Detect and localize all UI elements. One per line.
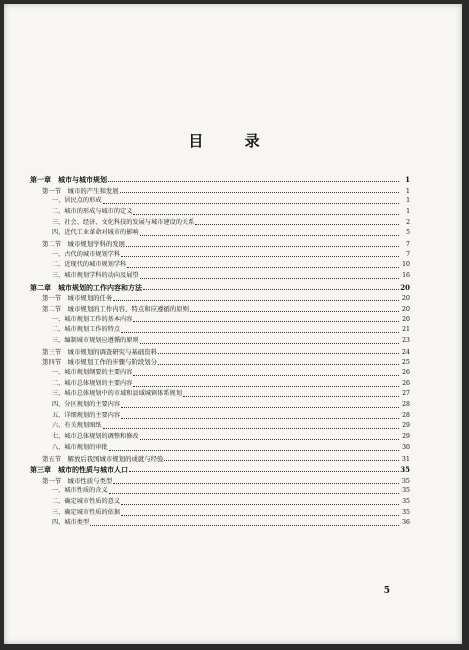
toc-entry-item [30, 421, 410, 432]
toc-entry-section [30, 347, 410, 358]
table-of-contents [30, 174, 410, 529]
toc-entry-page: 1 [406, 207, 410, 215]
dot-leader [133, 375, 399, 376]
toc-entry-page: 20 [401, 294, 410, 303]
toc-entry-page: 28 [402, 411, 410, 419]
document-page [4, 4, 462, 644]
dot-leader [183, 396, 399, 397]
dot-leader [190, 311, 399, 312]
toc-entry-item [30, 368, 410, 379]
dot-leader [126, 246, 399, 247]
dot-leader [103, 203, 400, 204]
toc-entry-item [30, 260, 410, 271]
dot-leader [133, 214, 399, 215]
dot-leader [121, 407, 399, 408]
dot-leader [127, 267, 399, 268]
toc-entry-page: 36 [402, 519, 410, 527]
toc-entry-label: 第一章 城市与城市规划 [30, 175, 107, 184]
toc-entry-page: 16 [402, 272, 410, 279]
toc-entry-section [30, 357, 410, 368]
dot-leader [113, 300, 399, 301]
toc-entry-label: 第二节 城市规划的工作内容、特点和应遵循的原则 [42, 304, 189, 313]
toc-entry-page: 1 [405, 186, 410, 195]
toc-entry-item [30, 443, 410, 454]
toc-entry-page: 29 [402, 422, 410, 430]
toc-entry-page: 1 [405, 175, 410, 184]
toc-entry-label: 六、有关规划图纸 [52, 422, 102, 430]
toc-entry-page: 20 [400, 282, 410, 292]
dot-leader [164, 460, 399, 461]
toc-entry-page: 1 [406, 197, 410, 205]
dot-leader [158, 364, 399, 365]
toc-entry-label: 第一节 城市性质与类型 [42, 476, 113, 485]
toc-entry-page: 31 [401, 454, 410, 463]
toc-entry-label: 四、近代工业革命对城市的影响 [52, 229, 139, 237]
dot-leader [143, 289, 399, 290]
toc-entry-item [30, 315, 410, 326]
dot-leader [140, 278, 399, 279]
toc-entry-item [30, 486, 410, 497]
dot-leader [90, 525, 399, 526]
toc-entry-page: 7 [406, 250, 410, 258]
toc-entry-item [30, 389, 410, 400]
toc-entry-label: 第三章 城市的性质与城市人口 [30, 465, 128, 475]
toc-entry-item [30, 432, 410, 443]
toc-entry-label: 八、城市规划的审批 [52, 443, 108, 451]
toc-entry-label: 第三节 城市规划的调查研究与基础资料 [42, 347, 158, 356]
toc-entry-page: 21 [402, 326, 410, 334]
toc-entry-label: 三、城市规划学科的动向及展望 [52, 272, 139, 279]
dot-leader [140, 439, 399, 440]
dot-leader [121, 504, 399, 505]
toc-entry-item [30, 271, 410, 282]
toc-entry-label: 第一节 城市规划的任务 [42, 294, 113, 303]
toc-entry-label: 一、城市性质的含义 [52, 487, 108, 495]
page-title: 目 录 [188, 132, 278, 150]
toc-entry-page: 26 [402, 369, 410, 376]
toc-entry-section [30, 476, 410, 487]
toc-entry-label: 一、城市规划纲要的主要内容 [52, 369, 133, 376]
toc-entry-chapter [30, 174, 410, 186]
toc-entry-page: 24 [401, 347, 410, 356]
toc-entry-page: 35 [401, 476, 410, 485]
dot-leader [195, 224, 399, 225]
toc-entry-label: 五、详细规划的主要内容 [52, 411, 121, 419]
toc-entry-item [30, 250, 410, 261]
toc-entry-page: 35 [402, 508, 410, 516]
toc-entry-item [30, 518, 410, 529]
toc-entry-item [30, 336, 410, 347]
toc-entry-item [30, 379, 410, 390]
toc-entry-item [30, 497, 410, 508]
toc-entry-page: 29 [402, 433, 410, 441]
dot-leader [140, 343, 399, 344]
toc-entry-item [30, 228, 410, 239]
toc-entry-item [30, 508, 410, 519]
toc-entry-label: 三、编制城市规划应遵循的原则 [52, 336, 139, 344]
toc-entry-page: 20 [401, 304, 410, 313]
toc-entry-page: 23 [402, 336, 410, 344]
toc-entry-label: 第五节 解放后我国城市规划的成就与经验 [42, 454, 164, 463]
toc-entry-page: 2 [406, 218, 410, 226]
toc-entry-label: 二、近现代的城市规划学科 [52, 261, 127, 269]
dot-leader [103, 428, 400, 429]
toc-entry-item [30, 411, 410, 422]
toc-entry-section [30, 304, 410, 315]
toc-entry-label: 一、城市规划工作的基本内容 [52, 315, 133, 323]
toc-entry-section [30, 454, 410, 465]
dot-leader [133, 321, 399, 322]
toc-entry-item [30, 325, 410, 336]
dot-leader [120, 192, 399, 193]
toc-entry-chapter [30, 464, 410, 476]
toc-entry-label: 第二节 城市规划学科的发展 [42, 239, 126, 248]
dot-leader [108, 181, 399, 182]
dot-leader [121, 418, 399, 419]
toc-entry-chapter [30, 282, 410, 294]
page-number: 5 [383, 586, 390, 596]
toc-entry-page: 30 [402, 443, 410, 451]
toc-entry-item [30, 218, 410, 229]
dot-leader [140, 235, 399, 236]
toc-entry-page: 20 [402, 315, 410, 323]
toc-entry-label: 二、城市的形成与城市的定义 [52, 207, 133, 215]
dot-leader [113, 483, 399, 484]
dot-leader [121, 332, 399, 333]
toc-entry-page: 35 [402, 487, 410, 495]
toc-entry-section [30, 186, 410, 197]
dot-leader [133, 386, 399, 387]
toc-entry-section [30, 239, 410, 250]
toc-entry-label: 第一节 城市的产生和发展 [42, 186, 119, 195]
toc-entry-label: 一、古代的城市规划学科 [52, 250, 121, 258]
toc-entry-section [30, 293, 410, 304]
toc-entry-label: 三、城市总体规划中的市域和县域城镇体系规划 [52, 390, 182, 398]
dot-leader [109, 450, 399, 451]
toc-entry-label: 第二章 城市规划的工作内容和方法 [30, 282, 142, 292]
toc-entry-label: 第四节 城市规划工作的步骤与阶段划分 [42, 358, 158, 367]
toc-entry-label: 三、社会、经济、文化科技的发展与城市建设的关系 [52, 218, 195, 226]
dot-leader [121, 515, 399, 516]
toc-entry-label: 四、分区规划的主要内容 [52, 401, 121, 409]
toc-entry-label: 二、确定城市性质的意义 [52, 498, 121, 506]
toc-entry-page: 28 [402, 401, 410, 409]
toc-entry-label: 四、城市类型 [52, 519, 90, 527]
toc-entry-label: 七、城市总体规划的调整和修改 [52, 433, 139, 441]
toc-entry-page: 7 [405, 239, 410, 248]
dot-leader [109, 493, 399, 494]
dot-leader [129, 471, 399, 472]
toc-entry-page: 10 [402, 261, 410, 269]
toc-entry-page: 27 [402, 390, 410, 398]
toc-entry-label: 二、城市总体规划的主要内容 [52, 379, 133, 387]
dot-leader [158, 353, 399, 354]
toc-entry-label: 二、城市规划工作的特点 [52, 326, 121, 334]
toc-entry-item [30, 400, 410, 411]
toc-entry-page: 5 [406, 229, 410, 237]
toc-entry-page: 26 [402, 379, 410, 387]
toc-entry-label: 三、确定城市性质的依据 [52, 508, 121, 516]
dot-leader [121, 256, 399, 257]
toc-entry-page: 25 [401, 358, 410, 367]
toc-entry-label: 一、居民点的形成 [52, 197, 102, 205]
toc-entry-page: 35 [402, 498, 410, 506]
toc-entry-item [30, 196, 410, 207]
toc-entry-item [30, 207, 410, 218]
toc-entry-page: 35 [400, 465, 410, 475]
